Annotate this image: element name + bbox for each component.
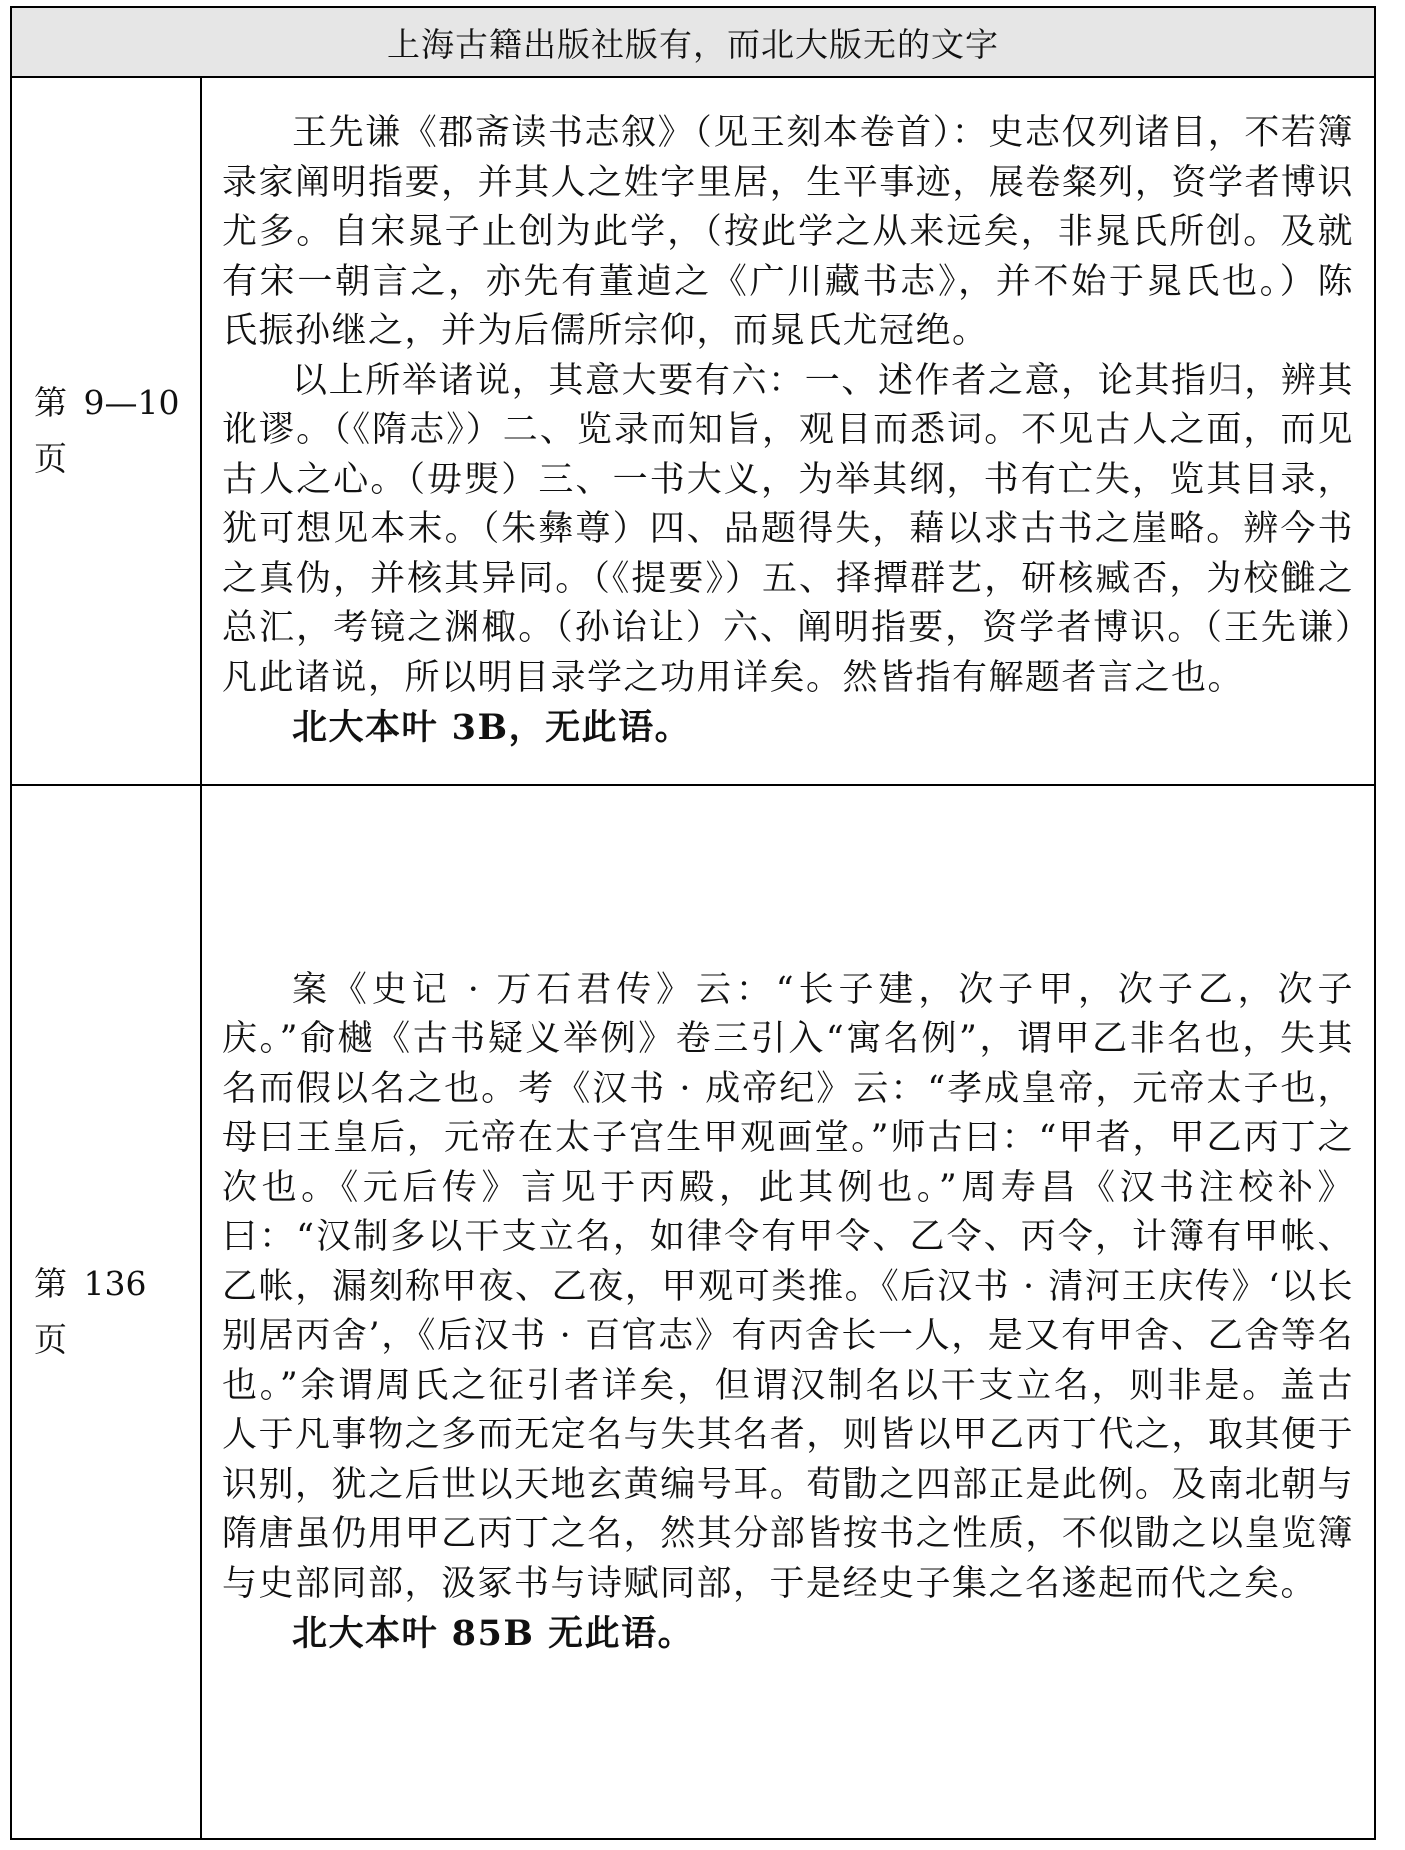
passage-cell — [201, 77, 1375, 785]
passage-paragraph: 以上所举诸说，其意大要有六：一、述作者之意，论其指归，辨其讹谬。（《隋志》）二、览录而知旨，观目而悉词。不见古人之面，而见古人之心。（毋煚）三、一书大义，为举其纲，书有亡失，览其目录，犹可想见本末。（朱彝尊）四、品题得失，藉以求古书之崖略。辨今书之真伪，并核其异同。（《提要》）五、择撢群艺，研核臧否，为校雠之总汇，考镜之渊棷。（孙诒让）六、阐明指要，资学者博识。（王先谦）凡此诸说，所以明目录学之功用详矣。然皆指有解题者言之也。 — [222, 360, 1354, 698]
table-header: 上海古籍出版社版有，而北大版无的文字 — [11, 7, 1375, 77]
table-row — [11, 785, 1375, 1839]
page-reference: 第 9—10 页 — [11, 77, 201, 785]
passage-cell — [201, 785, 1375, 1839]
page-reference: 第 136 页 — [11, 785, 201, 1839]
table-row — [11, 77, 1375, 785]
passage-paragraph: 案《史记 · 万石君传》云：“长子建，次子甲，次子乙，次子庆。”俞樾《古书疑义举例》卷三引入“寓名例”，谓甲乙非名也，失其名而假以名之也。考《汉书 · 成帝纪》云：“孝成皇帝，元帝太子也，母曰王皇后，元帝在太子宫生甲观画堂。”师古曰：“甲者，甲乙丙丁之次也。《元后传》言见于丙殿，此其例也。”周寿昌《汉书注校补》曰：“汉制多以干支立名，如律令有甲令、乙令、丙令，计簿有甲帐、乙帐，漏刻称甲夜、乙夜，甲观可类推。《后汉书 · 清河王庆传》‘以长别居丙舍’，《后汉书 · 百官志》有丙舍长一人，是又有甲舍、乙舍等名也。”余谓周氏之征引者详矣，但谓汉制名以干支立名，则非是。盖古人于凡事物之多而无定名与失其名者，则皆以甲乙丙丁代之，取其便于识别，犹之后世以天地玄黄编号耳。荀勖之四部正是此例。及南北朝与隋唐虽仍用甲乙丙丁之名，然其分部皆按书之性质，不似勖之以皇览簿与史部同部，汲冢书与诗赋同部，于是经史子集之名遂起而代之矣。 — [222, 969, 1354, 1604]
edition-note: 北大本叶 3B，无此语。 — [292, 707, 692, 749]
comparison-table — [10, 6, 1376, 1840]
passage-paragraph: 王先谦《郡斋读书志叙》（见王刻本卷首）：史志仅列诸目，不若簿录家阐明指要，并其人之姓字里居，生平事迹，展卷粲列，资学者博识尤多。自宋晁子止创为此学，（按此学之从来远矣，非晁氏所创。及就有宋一朝言之，亦先有董逌之《广川藏书志》，并不始于晁氏也。）陈氏振孙继之，并为后儒所宗仰，而晁氏尤冠绝。 — [222, 113, 1354, 352]
edition-note: 北大本叶 85B 无此语。 — [292, 1613, 695, 1654]
table-header-row — [11, 7, 1375, 77]
